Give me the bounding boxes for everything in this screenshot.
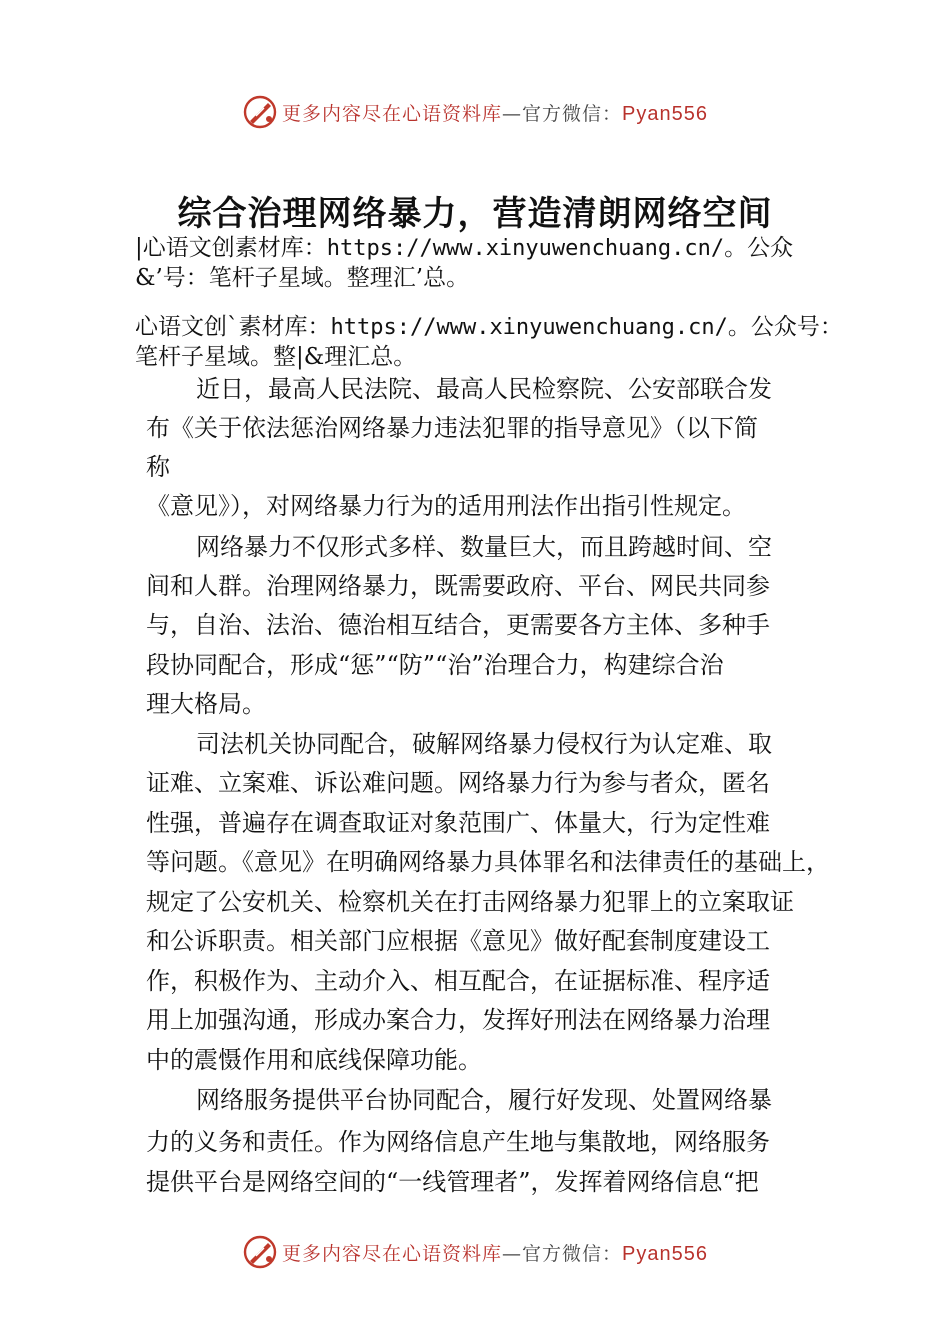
- source-note-line: 笔杆子星域。整|&理汇总。: [135, 344, 417, 370]
- body-line: 间和人群。治理网络暴力，既需要政府、平台、网民共同参: [146, 572, 770, 600]
- header-banner: [0, 92, 950, 132]
- banner-text: 更多内容尽在心语资料库—官方微信：Pyan556: [282, 1242, 708, 1265]
- body-line: 作，积极作为、主动介入、相互配合，在证据标准、程序适: [146, 967, 770, 995]
- body-line: 布《关于依法惩治网络暴力违法犯罪的指导意见》（以下简: [146, 414, 758, 442]
- body-line: 近日，最高人民法院、最高人民检察院、公安部联合发: [196, 375, 772, 403]
- body-line: 等问题。《意见》在明确网络暴力具体罪名和法律责任的基础上，: [146, 848, 830, 876]
- footer-banner: [0, 1232, 950, 1272]
- body-line: 《意见》），对网络暴力行为的适用刑法作出指引性规定。: [146, 492, 746, 520]
- quill-logo-icon: [242, 1234, 278, 1270]
- quill-logo-icon: [242, 94, 278, 130]
- body-line: 与，自治、法治、德治相互结合，更需要各方主体、多种手: [146, 611, 770, 639]
- body-line: 中的震慑作用和底线保障功能。: [146, 1046, 482, 1074]
- body-line: 网络暴力不仅形式多样、数量巨大，而且跨越时间、空: [196, 533, 772, 561]
- body-line: 力的义务和责任。作为网络信息产生地与集散地，网络服务: [146, 1128, 770, 1156]
- body-line: 和公诉职责。相关部门应根据《意见》做好配套制度建设工: [146, 927, 770, 955]
- body-line: 规定了公安机关、检察机关在打击网络暴力犯罪上的立案取证: [146, 888, 794, 916]
- source-note-line: |心语文创素材库：https://www.xinyuwenchuang.cn/。公众: [135, 235, 794, 261]
- document-title: 综合治理网络暴力，营造清朗网络空间: [177, 194, 773, 234]
- banner-text: 更多内容尽在心语资料库—官方微信：Pyan556: [282, 102, 708, 125]
- body-line: 网络服务提供平台协同配合，履行好发现、处置网络暴: [196, 1086, 772, 1114]
- body-line: 理大格局。: [146, 690, 266, 718]
- body-line: 性强，普遍存在调查取证对象范围广、体量大，行为定性难: [146, 809, 770, 837]
- source-note-line: 心语文创`素材库：https://www.xinyuwenchuang.cn/。公众号：: [135, 314, 843, 340]
- body-line: 提供平台是网络空间的“一线管理者”，发挥着网络信息“把: [146, 1168, 759, 1196]
- body-line: 段协同配合，形成“惩”“防”“治”治理合力，构建综合治: [146, 651, 724, 679]
- body-line: 称: [146, 453, 170, 481]
- body-line: 用上加强沟通，形成办案合力，发挥好刑法在网络暴力治理: [146, 1006, 770, 1034]
- source-note-line: &’号：笔杆子星域。整理汇’总。: [135, 265, 470, 291]
- body-line: 证难、立案难、诉讼难问题。网络暴力行为参与者众，匿名: [146, 769, 770, 797]
- body-line: 司法机关协同配合，破解网络暴力侵权行为认定难、取: [196, 730, 772, 758]
